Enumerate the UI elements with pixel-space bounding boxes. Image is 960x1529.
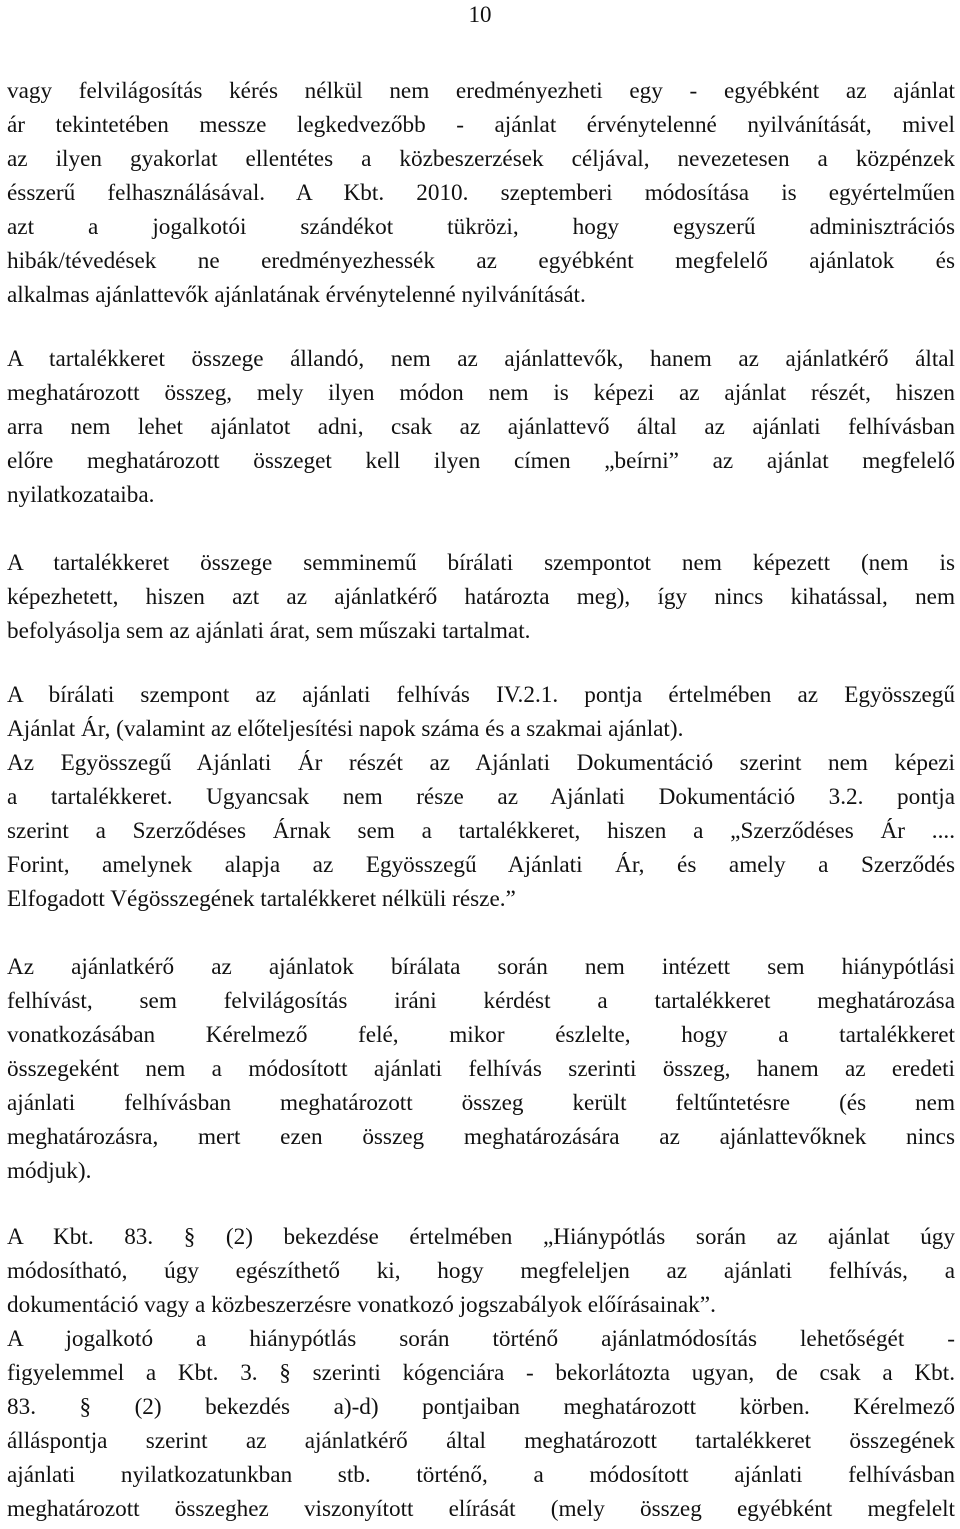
text-line: módjuk).: [7, 1158, 92, 1184]
text-line: arra nem lehet ajánlatot adni, csak az ajánlattevő által az ajánlati felhívásban: [7, 414, 955, 440]
text-line: dokumentáció vagy a közbeszerzésre vonatkozó jogszabályok előírásainak”.: [7, 1292, 716, 1318]
text-line: vonatkozásában Kérelmező felé, mikor észlelte, hogy a tartalékkeret: [7, 1022, 955, 1048]
text-line: meghatározásra, mert ezen összeg meghatározására az ajánlattevőknek nincs: [7, 1124, 955, 1150]
text-line: A bírálati szempont az ajánlati felhívás IV.2.1. pontja értelmében az Egyösszegű: [7, 682, 955, 708]
text-line: Az Egyösszegű Ajánlati Ár részét az Ajánlati Dokumentáció szerint nem képezi: [7, 750, 955, 776]
text-line: befolyásolja sem az ajánlati árat, sem műszaki tartalmat.: [7, 618, 531, 644]
text-line: előre meghatározott összeget kell ilyen címen „beírni” az ajánlat megfelelő: [7, 448, 955, 474]
text-line: azt a jogalkotói szándékot tükrözi, hogy egyszerű adminisztrációs: [7, 214, 955, 240]
text-line: nyilatkozataiba.: [7, 482, 155, 508]
text-line: meghatározott összeghez viszonyított elírását (mely összeg egyébként megfelelt: [7, 1496, 955, 1522]
text-line: figyelemmel a Kbt. 3. § szerinti kógenciára - bekorlátozta ugyan, de csak a Kbt.: [7, 1360, 955, 1386]
text-line: alkalmas ajánlattevők ajánlatának érvénytelenné nyilvánítását.: [7, 282, 586, 308]
text-line: Forint, amelynek alapja az Egyösszegű Ajánlati Ár, és amely a Szerződés: [7, 852, 955, 878]
text-line: a tartalékkeret. Ugyancsak nem része az Ajánlati Dokumentáció 3.2. pontja: [7, 784, 955, 810]
text-line: ajánlati felhívásban meghatározott összeg került feltűntetésre (és nem: [7, 1090, 955, 1116]
text-line: 83. § (2) bekezdés a)-d) pontjaiban meghatározott körben. Kérelmező: [7, 1394, 955, 1420]
text-line: ár tekintetében messze legkedvezőbb - ajánlat érvénytelenné nyilvánítását, mivel: [7, 112, 955, 138]
text-line: A tartalékkeret összege állandó, nem az ajánlattevők, hanem az ajánlatkérő által: [7, 346, 955, 372]
text-line: Elfogadott Végösszegének tartalékkeret nélküli része.”: [7, 886, 516, 912]
text-line: képezhetett, hiszen azt az ajánlatkérő határozta meg), így nincs kihatással, nem: [7, 584, 955, 610]
text-line: az ilyen gyakorlat ellentétes a közbeszerzések céljával, nevezetesen a közpénzek: [7, 146, 955, 172]
text-line: szerint a Szerződéses Árnak sem a tartalékkeret, hiszen a „Szerződéses Ár ....: [7, 818, 955, 844]
text-line: módosítható, úgy egészíthető ki, hogy megfeleljen az ajánlati felhívás, a: [7, 1258, 955, 1284]
text-line: felhívást, sem felvilágosítás iráni kérdést a tartalékkeret meghatározása: [7, 988, 955, 1014]
text-line: A Kbt. 83. § (2) bekezdése értelmében „Hiánypótlás során az ajánlat úgy: [7, 1224, 955, 1250]
text-line: összegeként nem a módosított ajánlati felhívás szerinti összeg, hanem az eredeti: [7, 1056, 955, 1082]
text-line: meghatározott összeg, mely ilyen módon nem is képezi az ajánlat részét, hiszen: [7, 380, 955, 406]
text-line: hibák/tévedések ne eredményezhessék az egyébként megfelelő ajánlatok és: [7, 248, 955, 274]
text-line: A tartalékkeret összege semminemű bírálati szempontot nem képezett (nem is: [7, 550, 955, 576]
text-line: A jogalkotó a hiánypótlás során történő ajánlatmódosítás lehetőségét -: [7, 1326, 955, 1352]
text-line: ésszerű felhasználásával. A Kbt. 2010. szeptemberi módosítása is egyértelműen: [7, 180, 955, 206]
page-number: 10: [468, 2, 492, 27]
text-line: ajánlati nyilatkozatunkban stb. történő, a módosított ajánlati felhívásban: [7, 1462, 955, 1488]
text-line: álláspontja szerint az ajánlatkérő által meghatározott tartalékkeret összegének: [7, 1428, 955, 1454]
text-line: Az ajánlatkérő az ajánlatok bírálata során nem intézett sem hiánypótlási: [7, 954, 955, 980]
text-line: vagy felvilágosítás kérés nélkül nem eredményezheti egy - egyébként az ajánlat: [7, 78, 955, 104]
text-line: Ajánlat Ár, (valamint az előteljesítési napok száma és a szakmai ajánlat).: [7, 716, 684, 742]
